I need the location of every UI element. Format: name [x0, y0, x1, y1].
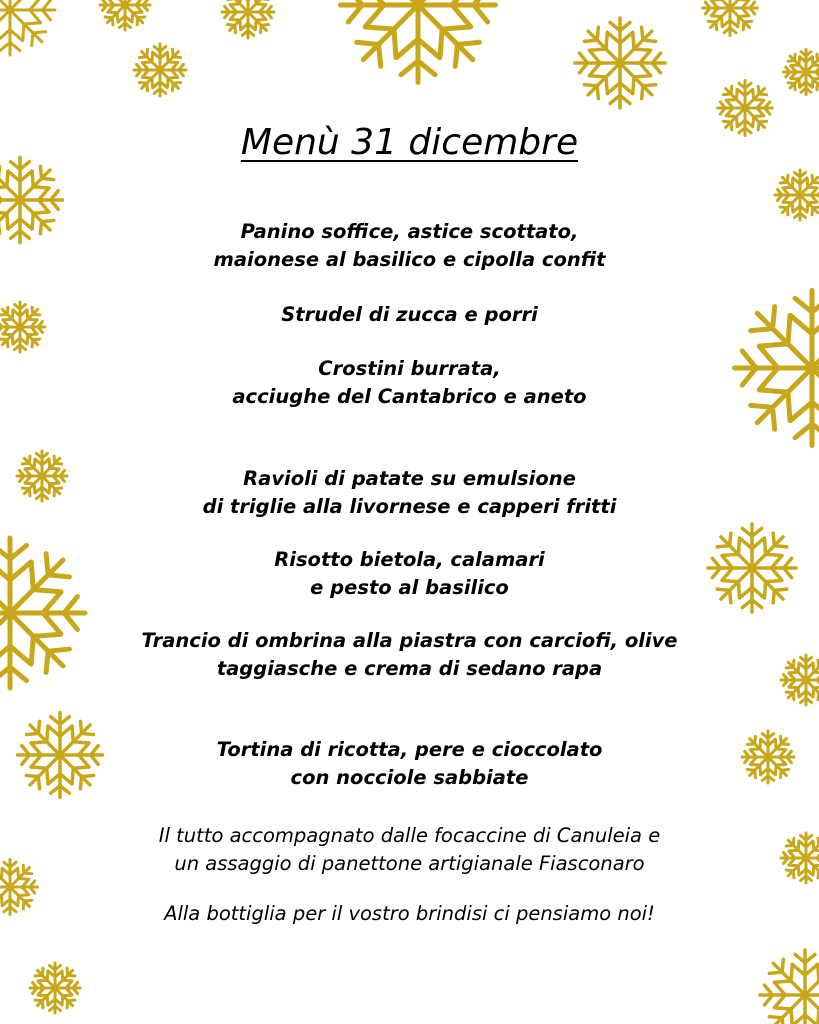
menu-title: Menù 31 dicembre — [240, 122, 579, 163]
accompaniment-note — [0, 822, 819, 878]
dish-4 — [0, 465, 819, 521]
closing-note-line: Alla bottiglia per il vostro brindisi ci pensiamo noi! — [164, 902, 655, 925]
dish-3 — [0, 355, 819, 411]
dish-1-line-1: Panino soffice, astice scottato, — [240, 220, 579, 243]
dish-6-line-1: Trancio di ombrina alla piastra con carciofi, olive — [141, 629, 678, 652]
dish-5-line-1: Risotto bietola, calamari — [274, 548, 545, 571]
dish-4-line-2: di triglie alla livornese e capperi fritti — [202, 495, 617, 518]
dish-2 — [0, 301, 819, 329]
closing-note — [0, 900, 819, 928]
dish-6 — [0, 627, 819, 683]
dish-6-line-2: taggiasche e crema di sedano rapa — [216, 657, 603, 680]
dish-1-line-2: maionese al basilico e cipolla confit — [213, 248, 606, 271]
dish-4-line-1: Ravioli di patate su emulsione — [243, 467, 576, 490]
accompaniment-note-line-1: Il tutto accompagnato dalle focaccine di Canuleia e — [158, 824, 661, 847]
dish-7 — [0, 736, 819, 792]
dish-5 — [0, 546, 819, 602]
accompaniment-note-line-2: un assaggio di panettone artigianale Fiasconaro — [174, 852, 645, 875]
dish-5-line-2: e pesto al basilico — [310, 576, 509, 599]
dish-1 — [0, 218, 819, 274]
dish-7-line-2: con nocciole sabbiate — [290, 766, 529, 789]
dish-7-line-1: Tortina di ricotta, pere e cioccolato — [216, 738, 603, 761]
dish-2-line-1: Strudel di zucca e porri — [281, 303, 538, 326]
dish-3-line-1: Crostini burrata, — [318, 357, 501, 380]
dish-3-line-2: acciughe del Cantabrico e aneto — [232, 385, 587, 408]
